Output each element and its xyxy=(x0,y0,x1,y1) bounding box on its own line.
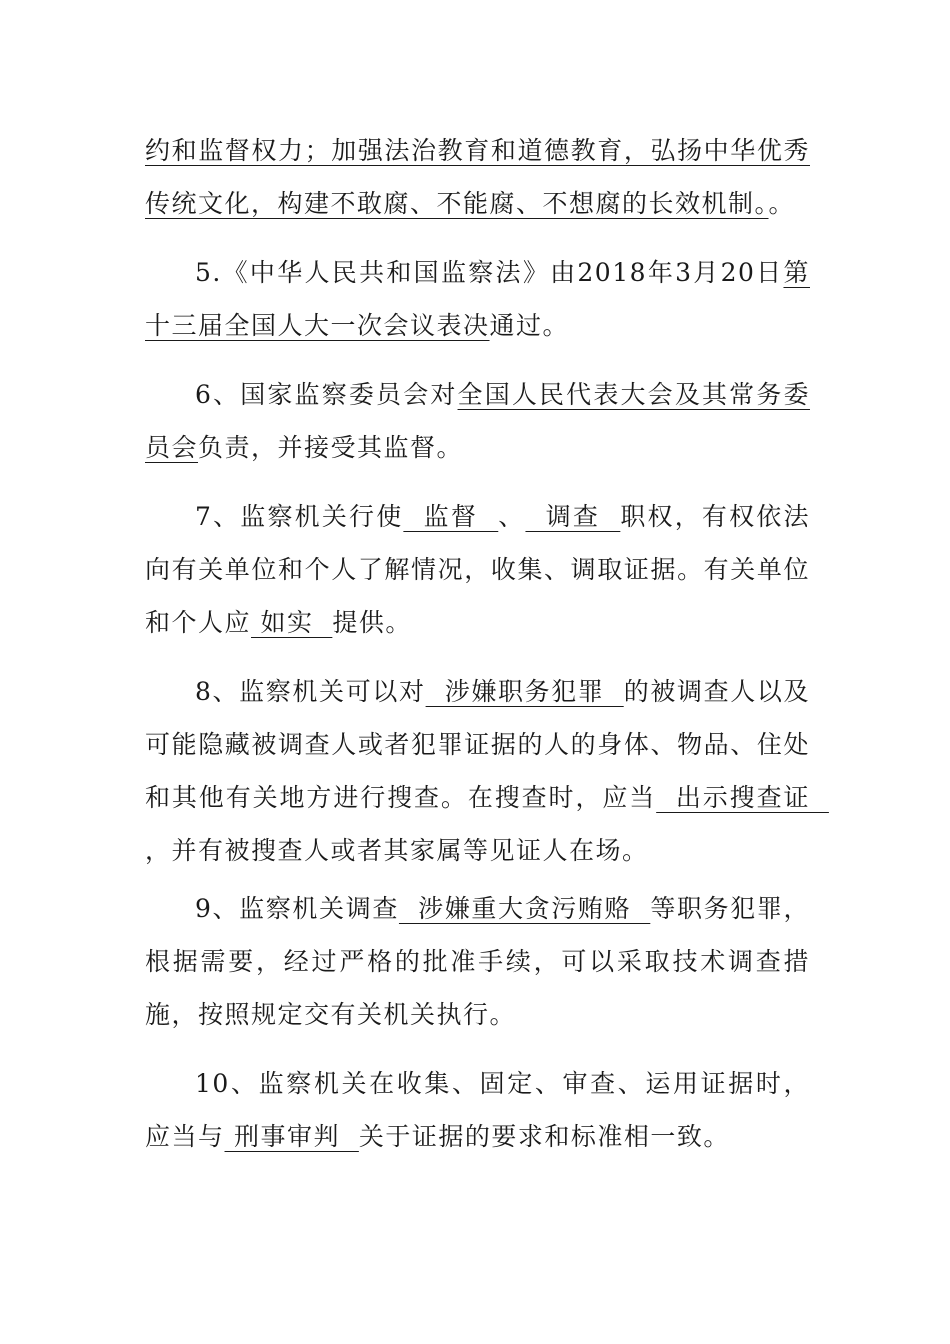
question-text: 、 xyxy=(498,502,526,531)
question-5 xyxy=(145,246,810,352)
question-text: 6、国家监察委员会对 xyxy=(195,380,458,409)
answer-underlined: 调查 xyxy=(525,502,621,531)
question-text: 等职务犯罪，根据需要，经过严格的批准手续，可以采取技术调查措施，按照规定交有关机关执行。 xyxy=(145,894,810,1029)
answer-underlined: 出示搜查证 xyxy=(656,783,829,812)
question-text: 负责，并接受其监督。 xyxy=(198,433,464,462)
question-text: 10、监察机关在收集、固定、审查、运用证据时，应当与 xyxy=(145,1069,810,1151)
question-text: 8、监察机关可以对 xyxy=(195,677,426,706)
question-9 xyxy=(145,882,810,1041)
answer-underlined: 约和监督权力；加强法治教育和道德教育，弘扬中华优秀传统文化，构建不敢腐、不能腐、不想腐的长效机制。 xyxy=(145,136,810,218)
answer-underlined: 第十三届全国人大一次会议表决 xyxy=(145,258,810,340)
answer-underlined: 涉嫌重大贪污贿赂 xyxy=(398,894,651,923)
question-text: 5.《中华人民共和国监察法》由2018年3月20日 xyxy=(195,258,784,287)
answer-underlined: 监督 xyxy=(403,502,499,531)
paragraph-text: 。 xyxy=(768,189,796,218)
answer-underlined: 如实 xyxy=(251,608,333,637)
question-text: ，并有被搜查人或者其家属等见证人在场。 xyxy=(145,836,649,865)
question-text: 职权，有权依法向有关单位和个人了解情况，收集、调取证据。有关单位和个人应 xyxy=(145,502,810,637)
question-7 xyxy=(145,490,810,649)
question-text: 通过。 xyxy=(489,311,570,340)
question-text: 提供。 xyxy=(332,608,412,637)
question-text: 9、监察机关调查 xyxy=(195,894,399,923)
answer-underlined: 刑事审判 xyxy=(224,1122,359,1151)
question-8 xyxy=(145,665,829,877)
question-10 xyxy=(145,1057,810,1163)
answer-underlined: 涉嫌职务犯罪 xyxy=(425,677,624,706)
question-text: 7、监察机关行使 xyxy=(195,502,404,531)
question-text: 的被调查人以及可能隐藏被调查人或者犯罪证据的人的身体、物品、住处和其他有关地方进行搜查。在搜查时，应当 xyxy=(145,677,810,812)
question-6 xyxy=(145,368,810,474)
answer-underlined: 全国人民代表大会及其常务委员会 xyxy=(145,380,810,462)
question-text: 关于证据的要求和标准相一致。 xyxy=(358,1122,730,1151)
paragraph-continuation xyxy=(145,124,810,230)
